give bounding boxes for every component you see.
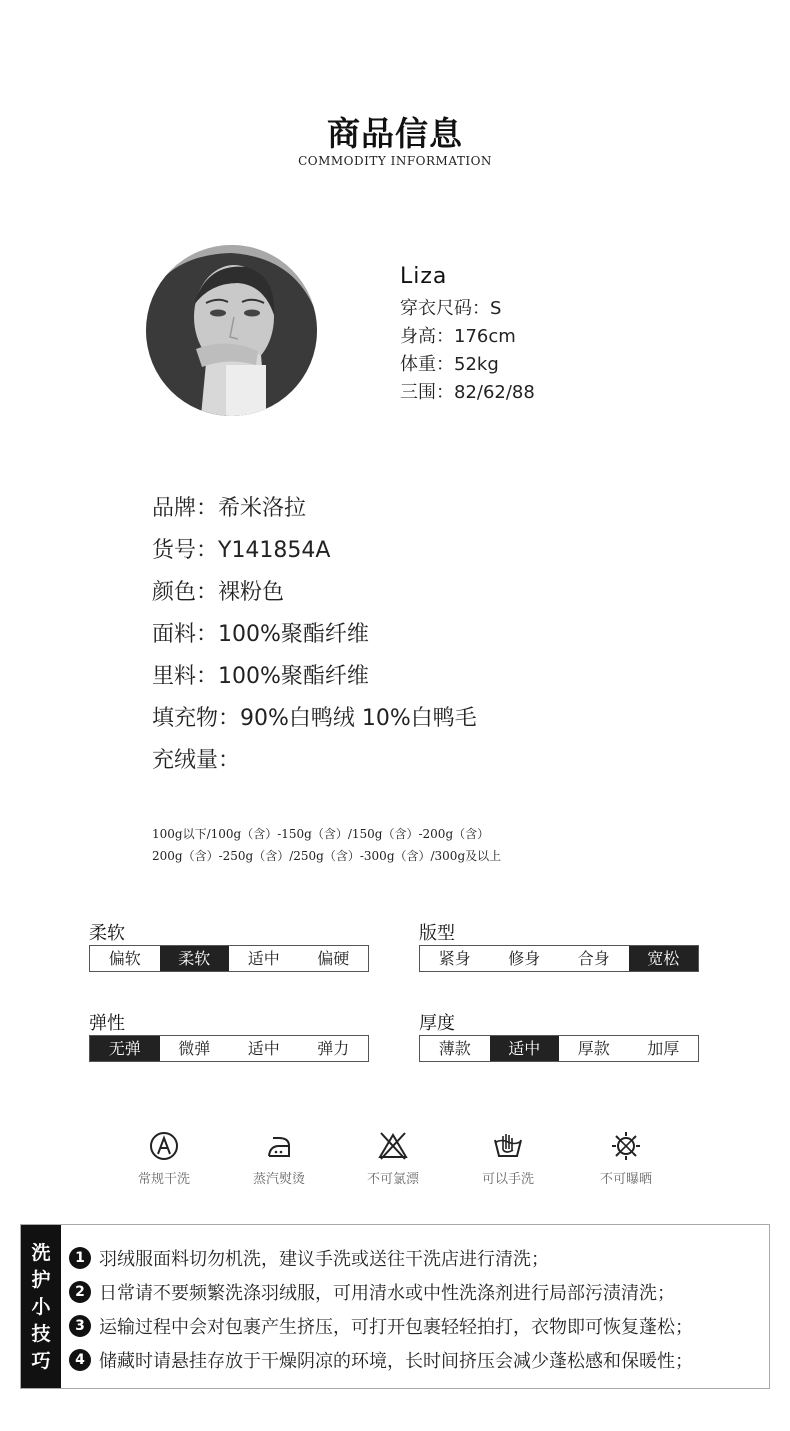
fill-options-line: 100g以下/100g（含）-150g（含）/150g（含）-200g（含） [152,827,490,841]
spec-color: 颜色：裸粉色 [152,580,285,605]
tips-heading-char: 洗 [31,1242,51,1264]
no-bleach-icon [377,1130,409,1162]
tip-text: 储藏时请悬挂存放于干燥阴凉的环境，长时间挤压会减少蓬松感和保暖性； [99,1351,693,1372]
spec-fabric: 面料：100%聚酯纤维 [152,622,369,647]
attr-scale [89,1035,369,1062]
attr-option: 厚款 [577,1039,610,1058]
care-label: 蒸汽熨烫 [252,1172,305,1187]
page-title: 商品信息 [327,114,463,153]
attr-fit [419,919,699,972]
attr-scale [89,945,369,972]
attr-option: 微弹 [178,1039,211,1058]
hand-wash-icon [492,1130,524,1162]
attr-option: 适中 [490,1036,560,1061]
care-label: 常规干洗 [137,1172,190,1187]
care-label: 不可曝晒 [599,1172,652,1187]
care-hand-wash [463,1130,553,1187]
attr-option: 适中 [247,949,280,968]
tip-text: 日常请不要频繁洗涤羽绒服，可用清水或中性洗涤剂进行局部污渍清洗； [99,1283,675,1304]
tips-list [69,1241,693,1377]
tip-number: 2 [69,1281,91,1303]
tips-heading [21,1225,61,1388]
attr-label: 弹性 [89,1013,125,1034]
tip-number: 3 [69,1315,91,1337]
attr-label: 厚度 [419,1013,455,1034]
care-steam-iron [234,1130,324,1187]
model-avatar [146,245,317,416]
tip-text: 羽绒服面料切勿机洗，建议手洗或送往干洗店进行清洗； [99,1249,549,1270]
spec-lining: 里料：100%聚酯纤维 [152,664,369,689]
attr-option: 紧身 [438,949,471,968]
attr-thickness [419,1009,699,1062]
product-specs [152,493,477,787]
attr-option: 宽松 [629,946,699,971]
attr-option: 无弹 [90,1036,160,1061]
care-tips-box [20,1224,770,1389]
care-label: 不可氯漂 [366,1172,419,1187]
model-name: Liza [400,264,448,289]
tips-heading-char: 技 [31,1323,51,1345]
fill-amount-options [152,823,501,867]
tips-heading-char: 巧 [31,1350,51,1372]
tip-number: 1 [69,1247,91,1269]
care-no-sun-dry [581,1130,671,1187]
attr-option: 薄款 [438,1039,471,1058]
tip-item [69,1309,693,1343]
tip-item [69,1275,693,1309]
tip-text: 运输过程中会对包裹产生挤压，可打开包裹轻轻拍打，衣物即可恢复蓬松； [99,1317,693,1338]
spec-filling: 填充物：90%白鸭绒 10%白鸭毛 [152,706,477,731]
attr-softness [89,919,369,972]
model-size: 穿衣尺码：S [400,298,502,319]
tip-item [69,1241,693,1275]
model-weight: 体重：52kg [400,354,499,375]
care-no-bleach [348,1130,438,1187]
steam-iron-icon [263,1130,295,1162]
tip-number: 4 [69,1349,91,1371]
fill-options-line: 200g（含）-250g（含）/250g（含）-300g（含）/300g及以上 [152,849,502,863]
attr-option: 弹力 [317,1039,350,1058]
attr-scale [419,1035,699,1062]
tip-item [69,1343,693,1377]
attr-option: 偏硬 [317,949,350,968]
model-measurements: 三围：82/62/88 [400,382,535,403]
page-subtitle: COMMODITY INFORMATION [298,154,492,168]
attr-label: 柔软 [89,923,125,944]
dry-clean-icon [148,1130,180,1162]
attr-label: 版型 [419,923,455,944]
spec-fill-amount: 充绒量： [152,748,241,773]
model-height: 身高：176cm [400,326,516,347]
spec-brand: 品牌：希米洛拉 [152,496,307,521]
no-sun-dry-icon [610,1130,642,1162]
attr-option: 加厚 [647,1039,680,1058]
attr-option: 偏软 [108,949,141,968]
attr-option: 修身 [508,949,541,968]
tips-heading-char: 小 [31,1296,51,1318]
attr-option: 柔软 [160,946,230,971]
care-label: 可以手洗 [481,1172,534,1187]
spec-item-number: 货号：Y141854A [152,538,331,563]
model-info [400,264,535,407]
attr-scale [419,945,699,972]
attr-option: 合身 [577,949,610,968]
attr-elasticity [89,1009,369,1062]
tips-heading-char: 护 [31,1269,51,1291]
care-dry-clean [119,1130,209,1187]
attr-option: 适中 [247,1039,280,1058]
